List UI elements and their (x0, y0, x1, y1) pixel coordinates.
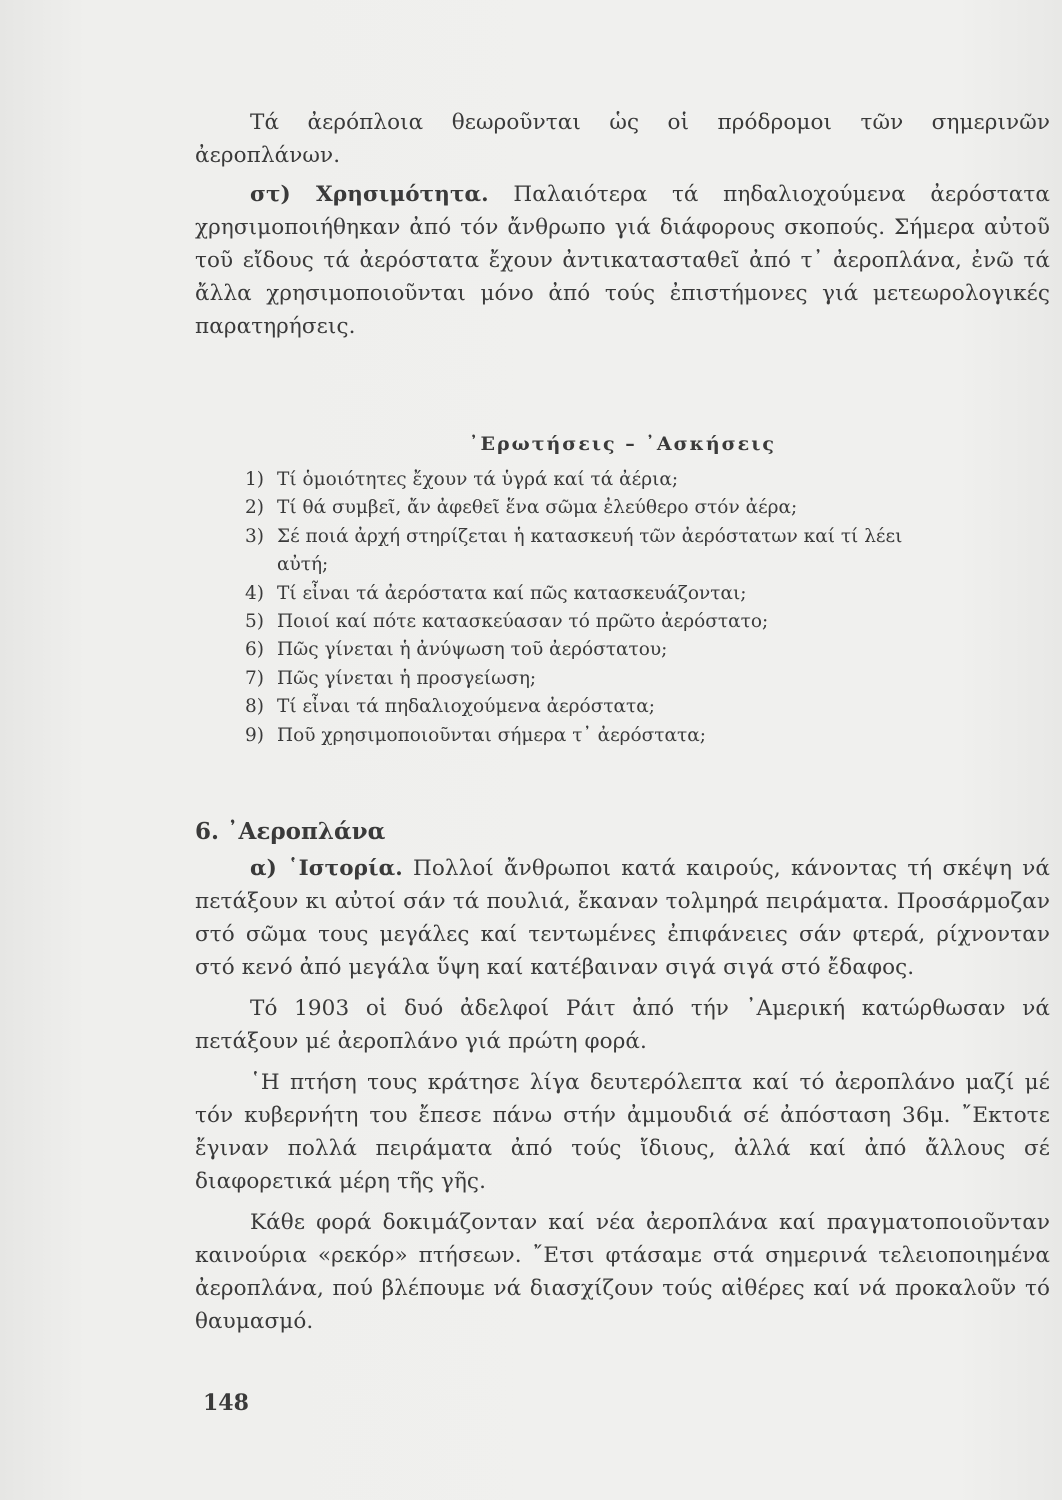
question-text: Σέ ποιά ἀρχή στηρίζεται ἡ κατασκευή τῶν ἀερόστατων καί τί λέει (277, 525, 903, 547)
question-item (245, 466, 1035, 494)
question-continuation: αὐτή; (277, 554, 329, 576)
question-text: Τί ὁμοιότητες ἔχουν τά ὑγρά καί τά ἀέρια; (277, 469, 679, 490)
question-item (245, 580, 1035, 608)
question-item (245, 693, 1035, 721)
question-number: 2) (245, 497, 264, 519)
paragraph-flight: ῾Η πτήση τους κράτησε λίγα δευτερόλεπτα καί τό ἀεροπλάνο μαζί μέ τόν κυβερνήτη του ἔπεσε πάνω στήν ἀμμουδιά σέ ἀπόσταση 36μ. ῎Εκτοτε ἔγιναν πολλά πειράματα ἀπό τούς ἴδιους, ἀλλά καί ἀπό ἄλλους σέ διαφορετικά μέρη τῆς γῆς. (195, 1070, 1050, 1194)
question-item (245, 494, 1035, 522)
history-text: Πολλοί ἄνθρωποι κατά καιρούς, κάνοντας τή σκέψη νά πετάξουν κι αὐτοί σάν τά πουλιά, ἔκαναν τολμηρά πειράματα. Προσάρμοζαν στό σῶμα τους μεγάλες καί τεντωμένες ἐπιφάνειες σάν φτερά, ρίχνονταν στό κενό ἀπό μεγάλα ὕψη καί κατέβαιναν σιγά σιγά στό ἔδαφος. (195, 856, 1050, 980)
question-text: Τί εἶναι τά πηδαλιοχούμενα ἀερόστατα; (277, 696, 656, 718)
question-number: 3) (245, 525, 264, 547)
usefulness-text: Παλαιότερα τά πηδαλιοχούμενα ἀερόστατα χρησιμοποιήθηκαν ἀπό τόν ἄνθρωπο γιά διάφορους σκοπούς. Σήμερα αὐτοῦ τοῦ εἴδους τά ἀερόστατα ἔχουν ἀντικατασταθεῖ ἀπό τ᾽ ἀεροπλάνα, ἐνῶ τά ἄλλα χρησιμοποιοῦνται μόνο ἀπό τούς ἐπιστήμονες γιά μετεωρολογικές παρατηρήσεις. (195, 182, 1050, 339)
question-list (245, 466, 1035, 750)
question-number: 8) (245, 696, 264, 718)
question-item (245, 665, 1035, 693)
paragraph-airships: Τά ἀερόπλοια θεωροῦνται ὡς οἱ πρόδρομοι τῶν σημερινῶν ἀεροπλάνων. (195, 110, 1050, 168)
question-number: 7) (245, 667, 264, 689)
question-text: Τί θά συμβεῖ, ἄν ἀφεθεῖ ἕνα σῶμα ἐλεύθερο στόν ἀέρα; (277, 497, 798, 519)
question-number: 6) (245, 639, 264, 661)
question-text: Πῶς γίνεται ἡ προσγείωση; (277, 667, 537, 689)
question-text: Τί εἶναι τά ἀερόστατα καί πῶς κατασκευάζονται; (277, 582, 747, 604)
exercises-heading: ᾽Ερωτήσεις – ᾽Ασκήσεις (469, 433, 776, 455)
question-number: 5) (245, 611, 264, 633)
history-label: α) ῾Ιστορία. (250, 856, 403, 881)
question-text: Ποιοί καί πότε κατασκεύασαν τό πρῶτο ἀερόστατο; (277, 611, 769, 633)
usefulness-label: στ) Χρησιμότητα. (250, 182, 489, 207)
question-text: Ποῦ χρησιμοποιοῦνται σήμερα τ᾽ ἀερόστατα; (277, 724, 706, 746)
page-number: 148 (203, 1390, 249, 1416)
question-number: 9) (245, 724, 264, 746)
paragraph-usefulness (195, 178, 1050, 343)
paragraph-records: Κάθε φορά δοκιμάζονταν καί νέα ἀεροπλάνα καί πραγματοποιοῦνταν καινούρια «ρεκόρ» πτήσεων. ῎Ετσι φτάσαμε στά σημερινά τελειοποιημένα ἀεροπλάνα, πού βλέπουμε νά διασχίζουν τούς αἰθέρες καί νά προκαλοῦν τό θαυμασμό. (195, 1210, 1050, 1334)
question-item (245, 523, 1035, 551)
question-number: 4) (245, 582, 264, 604)
paragraph-history (195, 852, 1050, 984)
question-item (245, 722, 1035, 750)
question-number: 1) (245, 469, 264, 490)
top-text (195, 106, 1050, 343)
paragraph-wright: Τό 1903 οἱ δυό ἀδελφοί Ράιτ ἀπό τήν ᾽Αμερική κατώρθωσαν νά πετάξουν μέ ἀεροπλάνο γιά πρώτη φορά. (195, 996, 1050, 1054)
question-item (245, 608, 1035, 636)
section-heading: 6. ᾽Αεροπλάνα (195, 818, 386, 845)
section-text (195, 852, 1050, 1338)
question-text: Πῶς γίνεται ἡ ἀνύψωση τοῦ ἀερόστατου; (277, 639, 668, 661)
question-item (245, 636, 1035, 664)
